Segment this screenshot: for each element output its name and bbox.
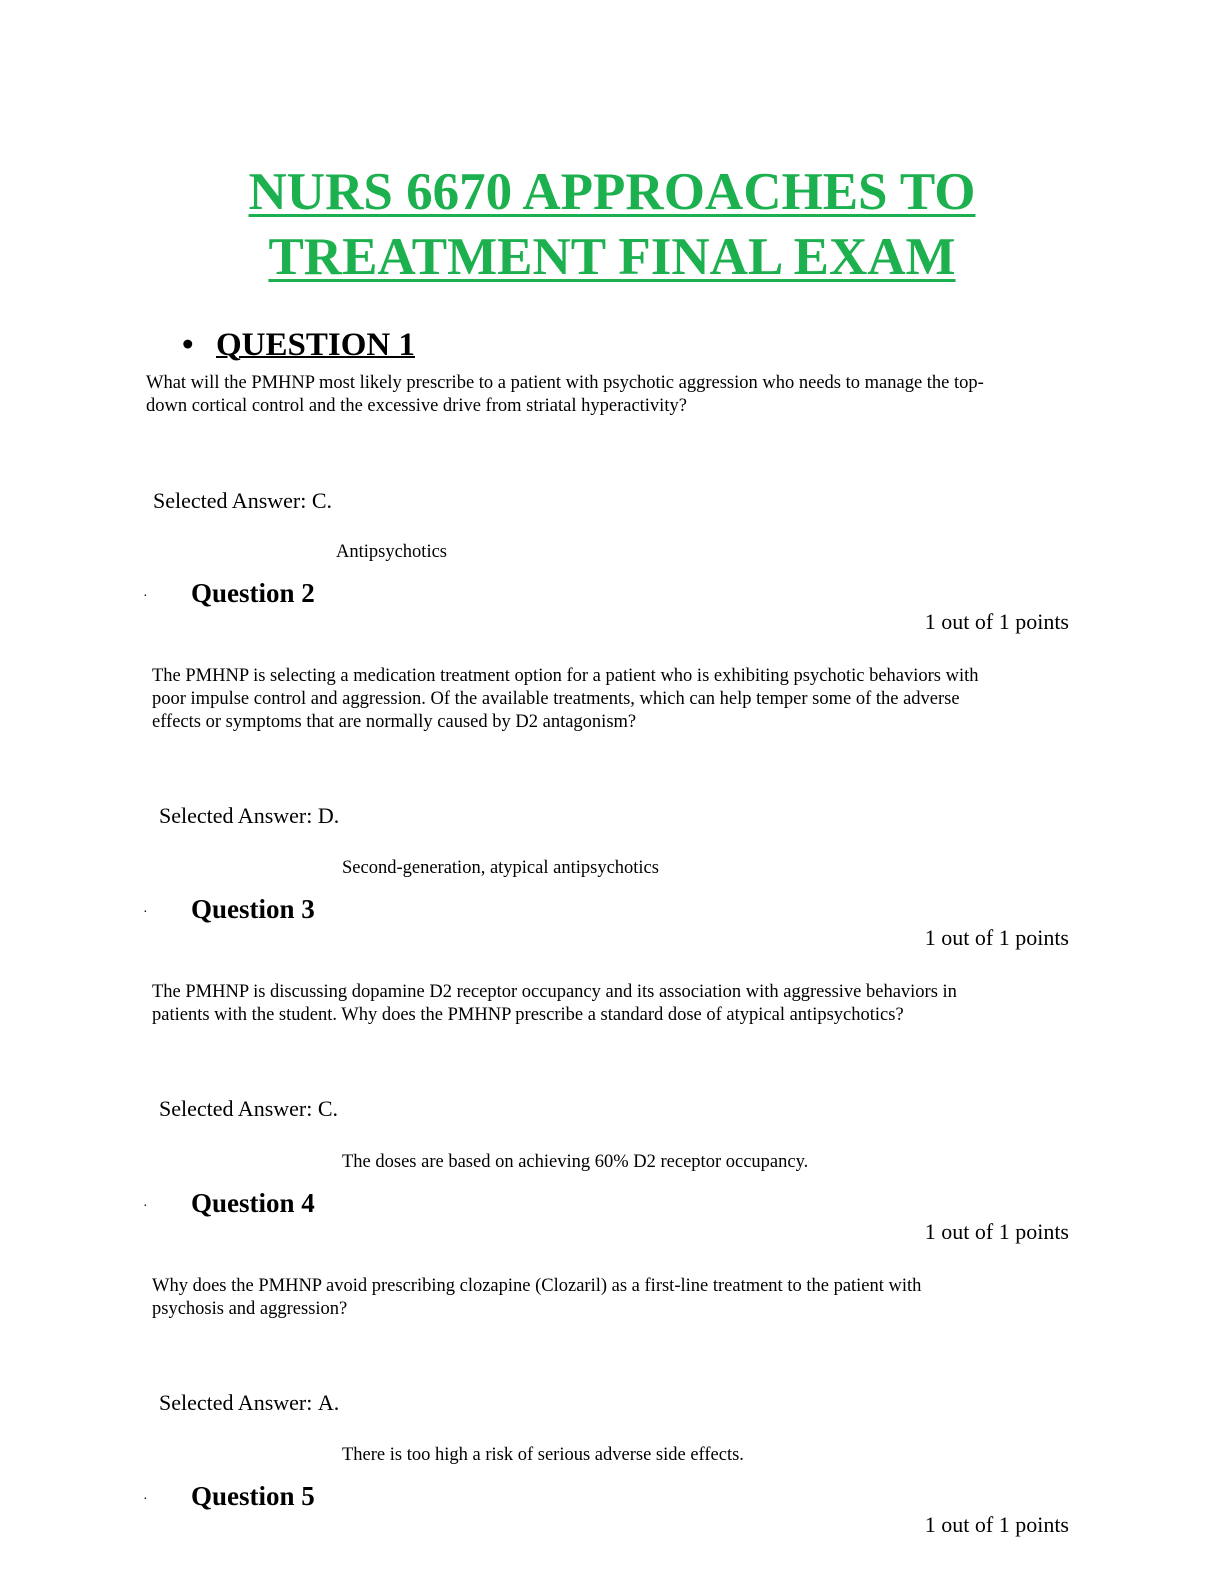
- question-3-text: The PMHNP is discussing dopamine D2 receptor occupancy and its association with aggressive behaviors in patients with the student. Why does the PMHNP prescribe a standard dose of atypical antipsychotics?: [152, 982, 957, 1025]
- question-1-heading: [182, 324, 415, 366]
- bullet-icon: ·: [143, 589, 148, 604]
- question-2-text: The PMHNP is selecting a medication treatment option for a patient who is exhibiting psychotic behaviors with poor impulse control and aggression. Of the available treatments, which can help temper some of the adverse effects or symptoms that are normally caused by D2 antagonism?: [152, 666, 979, 732]
- question-3-label: Question 3: [191, 894, 315, 924]
- bullet-icon: ·: [143, 1199, 148, 1214]
- question-3-points: 1 out of 1 points: [924, 925, 1069, 950]
- question-3-answer: The doses are based on achieving 60% D2 receptor occupancy.: [342, 1152, 809, 1172]
- question-5-label: Question 5: [191, 1481, 315, 1511]
- title-line-1: NURS 6670 APPROACHES TO: [248, 163, 976, 221]
- bullet-icon: •: [182, 327, 194, 363]
- question-2-selected-answer: Selected Answer: D.: [159, 803, 340, 828]
- bullet-icon: ·: [143, 1492, 148, 1507]
- question-1-text: What will the PMHNP most likely prescribe to a patient with psychotic aggression who needs to manage the top- down cortical control and the excessive drive from striatal hyperactivity?: [146, 373, 984, 416]
- question-2-points: 1 out of 1 points: [924, 609, 1069, 634]
- title-line-2: TREATMENT FINAL EXAM: [268, 228, 956, 286]
- question-1-label: QUESTION 1: [216, 327, 415, 363]
- question-4-selected-answer: Selected Answer: A.: [159, 1390, 340, 1415]
- question-2-answer: Second-generation, atypical antipsychotics: [342, 858, 659, 878]
- question-1-answer: Antipsychotics: [336, 542, 447, 562]
- question-3-selected-answer: Selected Answer: C.: [159, 1096, 339, 1121]
- question-4-text: Why does the PMHNP avoid prescribing clozapine (Clozaril) as a first-line treatment to the patient with psychosis and aggression?: [152, 1276, 922, 1319]
- question-4-points: 1 out of 1 points: [924, 1219, 1069, 1244]
- question-1-selected-answer: Selected Answer: C.: [153, 488, 333, 513]
- question-2-label: Question 2: [191, 578, 315, 608]
- question-5-points: 1 out of 1 points: [924, 1512, 1069, 1537]
- bullet-icon: ·: [143, 905, 148, 920]
- question-4-label: Question 4: [191, 1188, 315, 1218]
- question-4-answer: There is too high a risk of serious adverse side effects.: [342, 1445, 744, 1465]
